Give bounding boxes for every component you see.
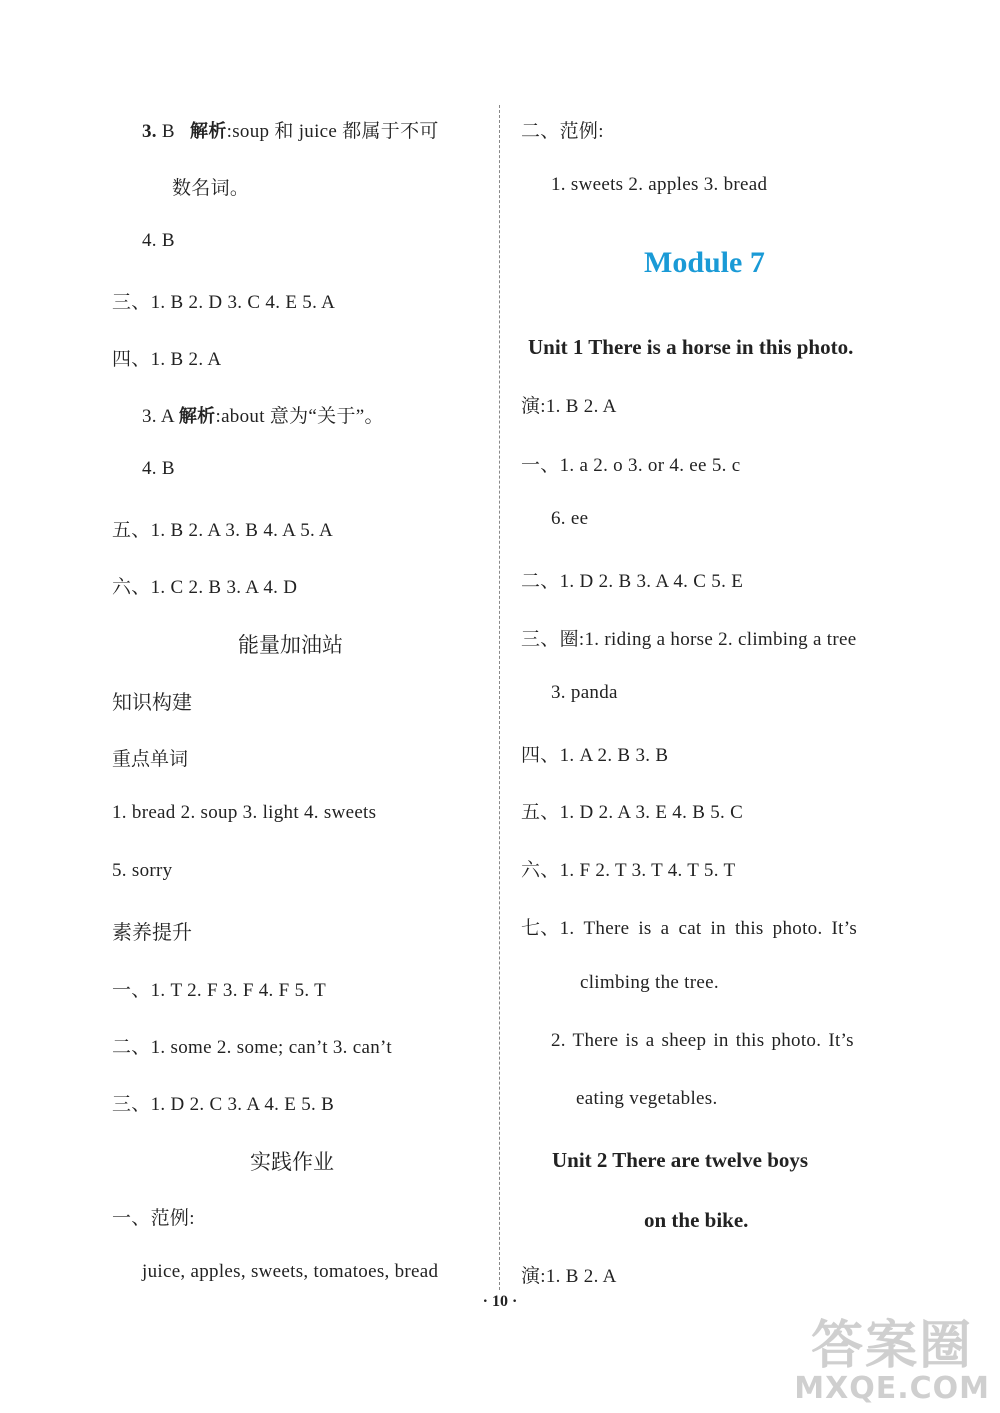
answer-line: 二、范例: bbox=[521, 121, 604, 142]
answer-line: 四、1. A 2. B 3. B bbox=[521, 745, 669, 766]
answer-line: 四、1. B 2. A bbox=[112, 349, 222, 370]
section-title: 能量加油站 bbox=[238, 633, 343, 657]
answer-line: 二、1. some 2. some; can’t 3. can’t bbox=[112, 1037, 392, 1058]
page-number: · 10 · bbox=[482, 1293, 518, 1310]
answer-line: 三、1. D 2. C 3. A 4. E 5. B bbox=[112, 1094, 335, 1115]
answer-line: juice, apples, sweets, tomatoes, bread bbox=[142, 1261, 439, 1282]
column-divider bbox=[499, 105, 500, 1290]
answer-line: 一、1. T 2. F 3. F 4. F 5. T bbox=[112, 980, 327, 1001]
answer-line: climbing the tree. bbox=[580, 972, 719, 993]
answer-line: 6. ee bbox=[551, 508, 589, 529]
answer-line: 一、范例: bbox=[112, 1208, 195, 1229]
section-heading: 重点单词 bbox=[112, 748, 189, 770]
section-heading: 素养提升 bbox=[112, 920, 192, 944]
answer-line: 六、1. C 2. B 3. A 4. D bbox=[112, 577, 298, 598]
answer-line: 4. B bbox=[142, 458, 175, 479]
answer-line: 七、1. There is a cat in this photo. It’s bbox=[521, 918, 858, 939]
answer-line: 三、1. B 2. D 3. C 4. E 5. A bbox=[112, 292, 336, 313]
module-title: Module 7 bbox=[644, 246, 765, 279]
watermark-text-bottom: MXQE.COM bbox=[794, 1371, 990, 1406]
watermark-text-top: 答案圈 bbox=[811, 1316, 974, 1376]
unit-title: Unit 2 There are twelve boys bbox=[552, 1148, 809, 1172]
answer-line: 1. sweets 2. apples 3. bread bbox=[551, 174, 768, 195]
watermark-logo bbox=[794, 1316, 990, 1406]
answer-line: 五、1. B 2. A 3. B 4. A 5. A bbox=[112, 520, 334, 541]
unit-title: on the bike. bbox=[644, 1208, 749, 1232]
answer-line: 1. bread 2. soup 3. light 4. sweets bbox=[112, 802, 377, 823]
answer-line: 一、1. a 2. o 3. or 4. ee 5. c bbox=[521, 455, 741, 476]
unit-title: Unit 1 There is a horse in this photo. bbox=[528, 335, 854, 359]
section-heading: 知识构建 bbox=[112, 690, 192, 714]
answer-line: 数名词。 bbox=[172, 178, 250, 199]
answer-line: 5. sorry bbox=[112, 860, 173, 881]
answer-line: 五、1. D 2. A 3. E 4. B 5. C bbox=[521, 802, 744, 823]
answer-line: 三、圈:1. riding a horse 2. climbing a tree bbox=[521, 629, 857, 650]
answer-line: 2. There is a sheep in this photo. It’s bbox=[551, 1030, 854, 1051]
answer-line: 3. B 解析:soup 和 juice 都属于不可 bbox=[142, 121, 439, 142]
answer-line: 演:1. B 2. A bbox=[521, 396, 617, 417]
answer-line: 演:1. B 2. A bbox=[521, 1266, 617, 1287]
answer-line: eating vegetables. bbox=[576, 1088, 718, 1109]
answer-line: 六、1. F 2. T 3. T 4. T 5. T bbox=[521, 860, 736, 881]
answer-line: 3. panda bbox=[551, 682, 618, 703]
section-title: 实践作业 bbox=[250, 1150, 334, 1174]
answer-line: 二、1. D 2. B 3. A 4. C 5. E bbox=[521, 571, 744, 592]
answer-line: 3. A 解析:about 意为“关于”。 bbox=[142, 406, 384, 427]
answer-line: 4. B bbox=[142, 230, 175, 251]
